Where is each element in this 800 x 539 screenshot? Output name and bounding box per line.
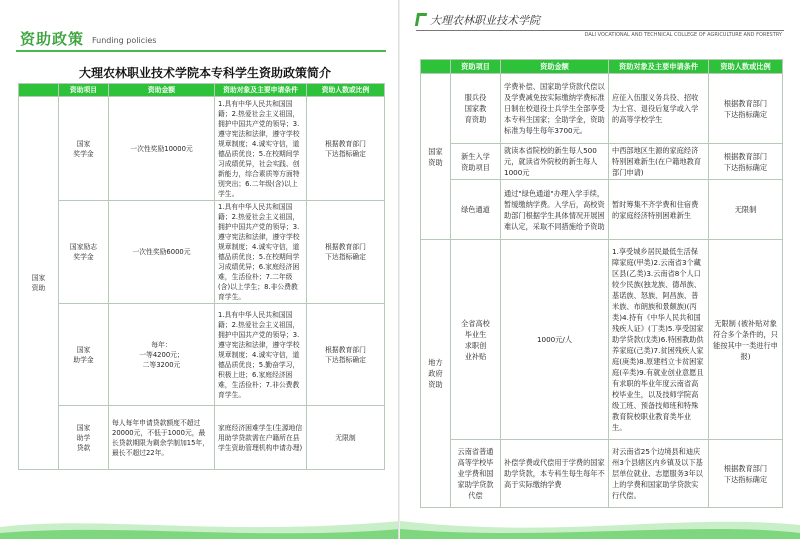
project-cell: 绿色通道	[451, 180, 501, 240]
section-title: 资助政策	[20, 30, 85, 48]
table-header-row	[421, 60, 783, 74]
conditions-cell: 1.具有中华人民共和国国籍；2.热爱社会主义祖国，拥护中国共产党的领导；3.遵守宪法和法律，遵守学校规章制度；4.诚实守信，道德品质优良；5.在校期间学习成绩优异；6.家庭经济困难，生活俭朴；7.二年级(含)以上学生；8.非公费教育学生。	[215, 201, 307, 304]
amount-cell: 就读本省院校的新生每人500元，就读省外院校的新生每人1000元	[501, 144, 609, 180]
table-row	[19, 201, 385, 304]
category-cell: 国家 资助	[421, 74, 451, 240]
column-header: 资助对象及主要申请条件	[215, 84, 307, 97]
conditions-cell: 应征入伍服义务兵役、招收为士官、退役后复学或入学的高等学校学生	[609, 74, 709, 144]
amount-cell: 每年： 一等4200元； 二等3200元	[109, 304, 215, 406]
college-name: 大理农林职业技术学院	[430, 14, 540, 27]
table-row	[19, 304, 385, 406]
category-cell: 国家 资助	[19, 97, 59, 470]
project-cell: 服兵役 国家教 育资助	[451, 74, 501, 144]
ratio-cell: 根据教育部门 下达指标确定	[307, 97, 385, 201]
ratio-cell: 根据教育部门 下达指标确定	[709, 74, 783, 144]
amount-cell: 补偿学费或代偿用于学费的国家助学贷款，本专科生每生每年不高于实际缴纳学费	[501, 440, 609, 508]
table-row	[421, 74, 783, 144]
column-header: 资助人数或比例	[709, 60, 783, 74]
college-logo-icon	[415, 13, 427, 26]
amount-cell: 一次性奖励10000元	[109, 97, 215, 201]
project-cell: 国家 奖学金	[59, 97, 109, 201]
column-header: 资助对象及主要申请条件	[609, 60, 709, 74]
conditions-cell: 1.具有中华人民共和国国籍；2.热爱社会主义祖国，拥护中国共产党的领导；3.遵守宪法和法律，遵守学校规章制度；4.诚实守信，道德品质优良；5.在校期间学习成绩优异，社会实践、创新能力，综合素质等方面特别突出；6.二年级(含)以上学生。	[215, 97, 307, 201]
project-cell: 国家励志 奖学金	[59, 201, 109, 304]
amount-cell: 学费补偿、国家助学贷款代偿以及学费减免按实际缴纳学费标准日制在校退役士兵学生全部享受本专科生国家；全助学金，资助标准为每生每年3700元。	[501, 74, 609, 144]
decorative-wave	[400, 509, 800, 539]
project-cell: 云南省普通高等学校毕业学费和国家助学贷款代偿	[451, 440, 501, 508]
conditions-cell: 中西部地区生源的家庭经济特别困难新生(在户籍地教育部门申请)	[609, 144, 709, 180]
column-header: 资助人数或比例	[307, 84, 385, 97]
project-cell: 新生入学 资助项目	[451, 144, 501, 180]
category-cell: 地方 政府 资助	[421, 240, 451, 508]
table-row	[19, 97, 385, 201]
amount-cell: 1000元/人	[501, 240, 609, 440]
conditions-cell: 家庭经济困难学生(生源地信用助学贷款需在户籍所在县学生资助管理机构申请办理)	[215, 406, 307, 470]
ratio-cell: 无限制 (被补贴对象符合多个条件的，只能按其中一类进行申报)	[709, 240, 783, 440]
right-policy-table	[420, 59, 783, 508]
ratio-cell: 无限制	[709, 180, 783, 240]
table-row	[421, 440, 783, 508]
column-header: 资助金额	[109, 84, 215, 97]
column-header: 资助项目	[451, 60, 501, 74]
header-rule	[416, 30, 784, 31]
table-row	[421, 240, 783, 440]
header-divider	[16, 50, 386, 52]
conditions-cell: 暂时筹集不齐学费和住宿费的家庭经济特别困难新生	[609, 180, 709, 240]
amount-cell: 每人每年申请贷款额度不超过20000元，不低于1000元，最长贷款期限为剩余学制加15年，最长不超过22年。	[109, 406, 215, 470]
ratio-cell: 根据教育部门 下达指标确定	[307, 201, 385, 304]
ratio-cell: 根据教育部门 下达指标确定	[709, 440, 783, 508]
document-title: 大理农林职业技术学院本专科学生资助政策简介	[78, 66, 331, 80]
ratio-cell: 根据教育部门 下达指标确定	[307, 304, 385, 406]
amount-cell: 一次性奖励6000元	[109, 201, 215, 304]
left-policy-table	[18, 83, 385, 470]
column-header: 资助金额	[501, 60, 609, 74]
project-cell: 国家 助学 贷款	[59, 406, 109, 470]
conditions-cell: 1.具有中华人民共和国国籍；2.热爱社会主义祖国，拥护中国共产党的领导；3.遵守宪法和法律，遵守学校规章制度；4.诚实守信，道德品质优良；5.勤奋学习，积极上进；6.家庭经济困难，生活俭朴；7.非公费教育学生。	[215, 304, 307, 406]
amount-cell: 通过"绿色通道"办理入学手续，暂缓缴纳学费。入学后，高校资助部门根据学生具体情况开展困难认定，采取不同措施给予资助	[501, 180, 609, 240]
column-header: 资助项目	[59, 84, 109, 97]
table-row	[421, 180, 783, 240]
decorative-wave	[0, 509, 400, 539]
college-name-english: DALI VOCATIONAL AND TECHNICAL COLLEGE OF AGRICULTURE AND FORESTRY	[584, 32, 782, 38]
project-cell: 国家 助学金	[59, 304, 109, 406]
project-cell: 全省高校 毕业生 求职创 业补贴	[451, 240, 501, 440]
conditions-cell: 1.享受城乡居民最低生活保障家庭(甲类)2.云南省3个藏区县(乙类)3.云南省8个人口较少民族(独龙族、德昂族、基诺族、怒族、阿昌族、普米族、布朗族和景颇族)(丙类)4.持有《中华人民共和国残疾人证》(丁类)5.享受国家助学贷款(戊类)6.特困教助供养家庭(己类)7.贫困残疾人家庭(庚类)8.原建档立卡贫困家庭(辛类)9.有就业创业意愿且有求职的毕业年度云南省高校毕业生，以及技师学院高级工班、预备技师班和特殊教育院校职业教育类毕业生。	[609, 240, 709, 440]
ratio-cell: 无限制	[307, 406, 385, 470]
table-row	[19, 406, 385, 470]
table-row	[421, 144, 783, 180]
section-subtitle: Funding policies	[92, 36, 157, 45]
table-header-row	[19, 84, 385, 97]
conditions-cell: 对云南省25个边境县和迪庆州3个县辖区内乡镇及以下基层单位就业、志愿服务3年以上的学费和国家助学贷款实行代偿。	[609, 440, 709, 508]
ratio-cell: 根据教育部门 下达指标确定	[709, 144, 783, 180]
